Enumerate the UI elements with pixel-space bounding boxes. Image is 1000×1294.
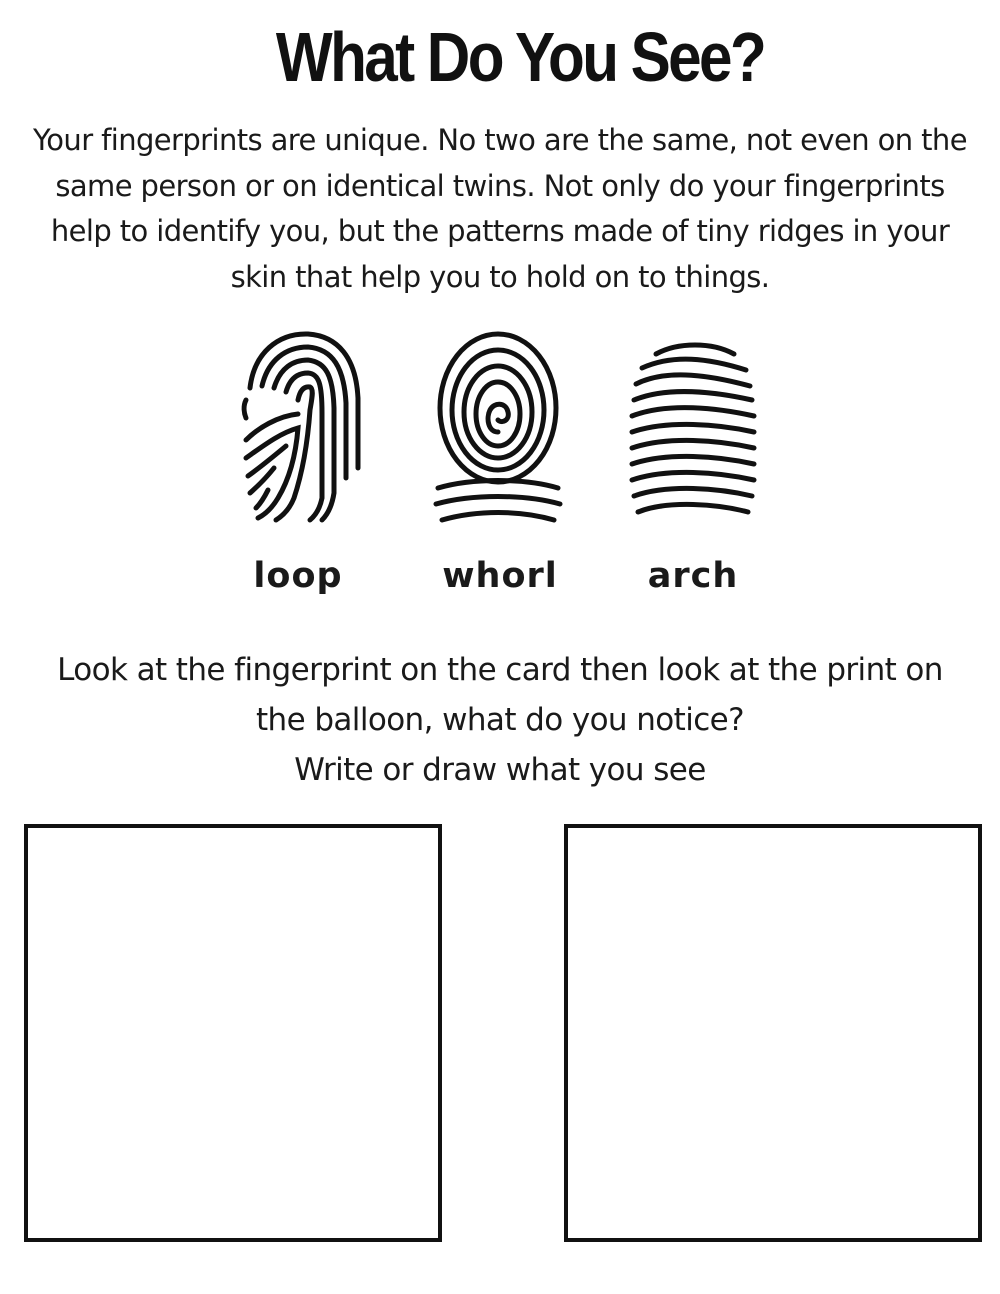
answer-box-right[interactable] xyxy=(564,824,982,1242)
pattern-label-arch: arch xyxy=(647,556,739,596)
arch-fingerprint-icon xyxy=(628,328,760,528)
instruction-prompt xyxy=(0,645,1000,795)
answer-box-left[interactable] xyxy=(24,824,442,1242)
intro-line: skin that help you to hold on to things. xyxy=(230,259,770,294)
page-title: What Do You See? xyxy=(275,18,765,96)
intro-line: help to identify you, but the patterns made of tiny ridges in your xyxy=(50,214,950,248)
intro-paragraph xyxy=(0,118,1000,300)
prompt-line: Look at the fingerprint on the card then look at the print on xyxy=(57,652,943,688)
fingerprint-patterns xyxy=(0,328,1000,528)
intro-line: same person or on identical twins. Not only do your fingerprints xyxy=(55,168,945,203)
pattern-label-loop: loop xyxy=(253,556,343,596)
prompt-line: the balloon, what do you notice? xyxy=(256,702,744,738)
pattern-label-whorl: whorl xyxy=(442,556,558,596)
prompt-line: Write or draw what you see xyxy=(294,752,706,788)
loop-fingerprint-icon xyxy=(238,328,368,528)
intro-line: Your fingerprints are unique. No two are the same, not even on the xyxy=(33,123,967,157)
pattern-labels xyxy=(0,556,1000,606)
whorl-fingerprint-icon xyxy=(432,328,564,528)
